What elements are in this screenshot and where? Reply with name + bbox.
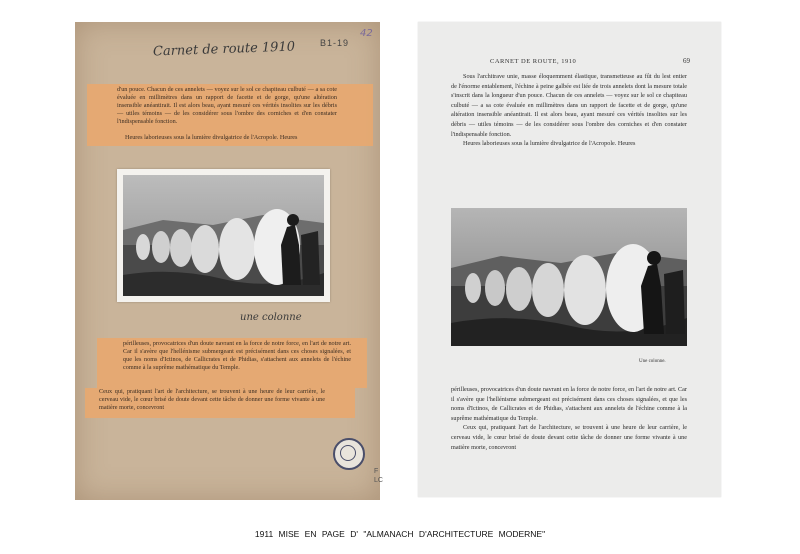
archive-stamp [333,438,365,470]
printed-page [418,22,721,497]
reference-number: 42 [360,28,373,39]
running-head: CARNET DE ROUTE, 1910 [490,58,577,65]
photo-caption: Une colonne. [639,359,666,364]
column-photograph [117,169,330,302]
corner-code: F LC [374,468,383,484]
reference-code: B1-19 [320,38,350,48]
page-number: 69 [683,57,690,65]
strip-bottom-text: Ceux qui, pratiquant l'art de l'architecture, se trouvent à une heure de leur carrière, le cerveau vide, le cœur brisé de doute devant cette tâche de donner une forme vivante à une matière morte, concevront [99,388,325,411]
page-paragraph-top [451,72,687,149]
strip-heures-line: Heures laborieuses sous la lumière divulgatrice de l'Acropole. Heures [125,134,298,141]
manuscript-board [75,22,383,500]
page-paragraph-middle [451,385,687,452]
paragraph-heures: Heures laborieuses sous la lumière divulgatrice de l'Acropole. Heures [463,140,636,148]
column-photo-image [123,175,324,296]
printed-column-photo [451,208,687,346]
handwritten-caption: une colonne [240,312,302,323]
paragraph-middle: périlleuses, provocatrices d'un doute navrant en la force de notre force, en l'art de notre art. Car il s'avère que l'hellénisme submergeant est précisément dans ces choses signalées, et que les noms d'Ictinos, de Callicrates et de Phidias, s'attachent aux annelets de l'échine comme à la suprême mathématique du Temple. [451,386,687,422]
strip-top-text: d'un pouce. Chacun de ces annelets — voyez sur le sol ce chapiteau culbuté — a sa cote évaluée en millimètres dans un rapport de facette et de gorge, qu'une altération insensible anéantirait. Il est alors beau, ayant mesuré ces vérités insolites sur les débris — utiles témoins — de les considérer sous l'ombre des corniches et d'en constater l'indispensable fonction. [117,86,337,125]
handwritten-title: Carnet de route 1910 [152,39,296,60]
figure-caption: 1911 MISE EN PAGE D' "ALMANACH D'ARCHITECTURE MODERNE" [254,529,546,539]
strip-middle-text: périlleuses, provocatrices d'un doute navrant en la force de notre force, en l'art de notre art. Car il s'avère que l'hellénisme submergeant est précisément dans ces choses signalées, et que les noms d'Ictinos, de Callicrates et de Phidias, s'attachent aux annelets de l'échine comme à la suprême mathématique du Temple. [123,340,351,371]
paragraph-bottom: Ceux qui, pratiquant l'art de l'architecture, se trouvent à une heure de leur carrière, le cerveau vide, le cœur brisé de doute devant cette tâche de donner une forme vivante à une matière morte, concevront [451,424,687,451]
paragraph-top: Sous l'architrave unie, masse éloquemment élastique, transmetteuse au fût du lest entier de l'énorme entablement, l'échine à peine galbée est liée de trois annelets dont la mesure totale s'inscrit dans la longueur d'un pouce. Chacun de ces annelets — voyez sur le sol ce chapiteau culbuté — a sa cote évaluée en millimètres dans un rapport de facette et de gorge, qu'une altération insensible anéantirait. Il est alors beau, ayant mesuré ces vérités insolites sur les débris — utiles témoins — de les considérer sous l'ombre des corniches et d'en constater l'indispensable fonction. [451,73,687,138]
